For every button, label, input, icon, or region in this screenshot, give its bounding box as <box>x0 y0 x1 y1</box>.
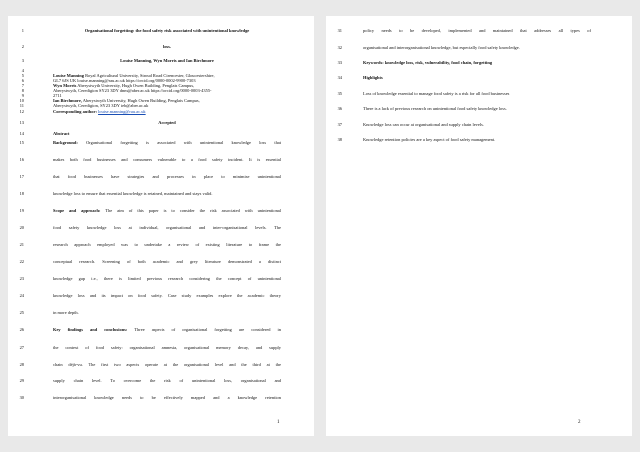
line-text: makes both food businesses and consumers vulnerable to a food safety incident. It is essential <box>53 157 281 162</box>
line-text: conceptual research. Screening of both academic and grey literature demonstrated a distinct <box>53 259 281 264</box>
line-number: 8 <box>21 88 24 93</box>
line-text: Corresponding author: louise.manning@rau.ac.uk <box>53 109 146 114</box>
line-text: research approach employed was to undertake a review of existing literature to frame the <box>53 242 281 247</box>
line-text: knowledge gap i.e., there is limited previous research considering the concept of unintentional <box>53 276 281 281</box>
line-number: 38 <box>337 137 342 142</box>
line-number: 20 <box>19 225 24 230</box>
line-text: Keywords: knowledge loss, risk, vulnerability, food chain, forgetting <box>363 60 493 65</box>
line-text: Aberystwyth, Ceredigion, SY23 3DY ieb@aber.ac.uk <box>53 103 149 108</box>
line-number: 9 <box>21 93 24 98</box>
line-text: knowledge loss and its impact on food safety. Case study examples explore the academic theory <box>53 293 281 298</box>
line-text: loss. <box>162 44 171 49</box>
line-number: 22 <box>19 259 24 264</box>
line-number: 28 <box>19 362 24 367</box>
line-text: Abstract <box>53 131 70 136</box>
line-number: 21 <box>19 242 24 247</box>
page-2 <box>326 16 632 436</box>
page-number: 1 <box>277 420 280 425</box>
line-number: 6 <box>21 78 24 83</box>
line-number: 5 <box>21 73 24 78</box>
line-number: 19 <box>19 208 24 213</box>
line-text: in more depth. <box>53 310 79 315</box>
line-number: 18 <box>19 191 24 196</box>
line-text: 2711 <box>53 93 62 98</box>
line-text: the context of food safety: organisational amnesia, organisational memory decay, and supply <box>53 345 281 350</box>
line-number: 34 <box>337 75 342 80</box>
line-text: knowledge loss to ensure that essential knowledge is retained, maintained and stays valid. <box>53 191 213 196</box>
line-number: 35 <box>337 91 342 96</box>
line-text: Louise Manning, Wyn Morris and Ian Birchmore <box>120 58 214 63</box>
line-text: policy needs to be developed, implemented and maintained that addresses all types of <box>363 28 591 33</box>
line-text: Louise Manning Royal Agricultural University, Stroud Road Cirencester, Gloucestershire, <box>53 73 215 78</box>
line-number: 33 <box>337 60 342 65</box>
line-number: 12 <box>19 109 24 114</box>
page-number: 2 <box>578 420 581 425</box>
line-text: Highlights <box>363 75 383 80</box>
line-text: Aberystwyth, Ceredigion SY23 3DY dnm@aber.ac.uk https://orcid.org/0000-0003-4355- <box>53 88 212 93</box>
line-number: 14 <box>19 131 24 136</box>
line-text: Loss of knowledge essential to manage food safety is a risk for all food businesses <box>363 91 510 96</box>
page-1 <box>8 16 314 436</box>
line-text: Accepted <box>158 120 176 125</box>
line-number: 31 <box>337 28 342 33</box>
line-number: 30 <box>19 395 24 400</box>
line-number: 1 <box>21 28 24 33</box>
line-number: 29 <box>19 378 24 383</box>
line-text: Knowledge loss can occur at organisational and supply chain levels. <box>363 122 484 127</box>
line-number: 32 <box>337 45 342 50</box>
line-text: food safety knowledge loss at individual, organisational and inter-organisational levels. The <box>53 225 281 230</box>
line-number: 27 <box>19 345 24 350</box>
line-number: 4 <box>21 68 24 73</box>
line-number: 15 <box>19 140 24 145</box>
line-number: 25 <box>19 310 24 315</box>
line-text: Organisational forgetting: the food safety risk associated with unintentional knowledge <box>84 28 250 33</box>
line-text: Knowledge retention policies are a key aspect of food safety management. <box>363 137 496 142</box>
line-number: 16 <box>19 157 24 162</box>
email-link[interactable]: louise.manning@rau.ac.uk <box>98 109 146 114</box>
line-number: 7 <box>21 83 24 88</box>
line-text: interorganisational knowledge needs to be effectively mapped and a knowledge retention <box>53 395 281 400</box>
line-text: There is a lack of previous research on unintentional food safety knowledge loss. <box>363 106 507 111</box>
line-number: 23 <box>19 276 24 281</box>
line-number: 11 <box>19 103 24 108</box>
line-text: chain déjà-vu. The first two aspects operate at the organisational level and the third at the <box>53 362 281 367</box>
line-text: supply chain level. To overcome the risk of unintentional loss, organisational and <box>53 378 281 383</box>
line-text: Scope and approach: The aim of this paper is to consider the risk associated with unintentional <box>53 208 281 213</box>
line-number: 36 <box>337 106 342 111</box>
line-text: organisational and interorganisational knowledge, but especially food safety knowledge. <box>363 45 520 50</box>
line-text: Wyn Morris Aberystwyth University, Hugh Owen Building, Penglais Campus, <box>53 83 195 88</box>
line-number: 24 <box>19 293 24 298</box>
line-number: 13 <box>19 120 24 125</box>
line-text: Key findings and conclusions: Three aspects of organisational forgetting are considered in <box>53 327 282 332</box>
line-text: Background: Organisational forgetting is associated with unintentional knowledge loss that <box>53 140 281 145</box>
line-text: GL7 6JS UK louise.manning@rau.ac.uk https://orcid.org/0000-0002-9900-7303 <box>53 78 196 83</box>
line-number: 26 <box>19 327 24 332</box>
line-number: 10 <box>19 98 24 103</box>
line-number: 37 <box>337 122 342 127</box>
line-number: 3 <box>21 58 24 63</box>
line-text: that food businesses have strategies and processes in place to minimise unintentional <box>53 174 281 179</box>
line-number: 17 <box>19 174 24 179</box>
line-number: 2 <box>21 44 24 49</box>
line-text: Ian Birchmore, Aberystwyth University, Hugh Owen Building, Penglais Campus, <box>53 98 200 103</box>
